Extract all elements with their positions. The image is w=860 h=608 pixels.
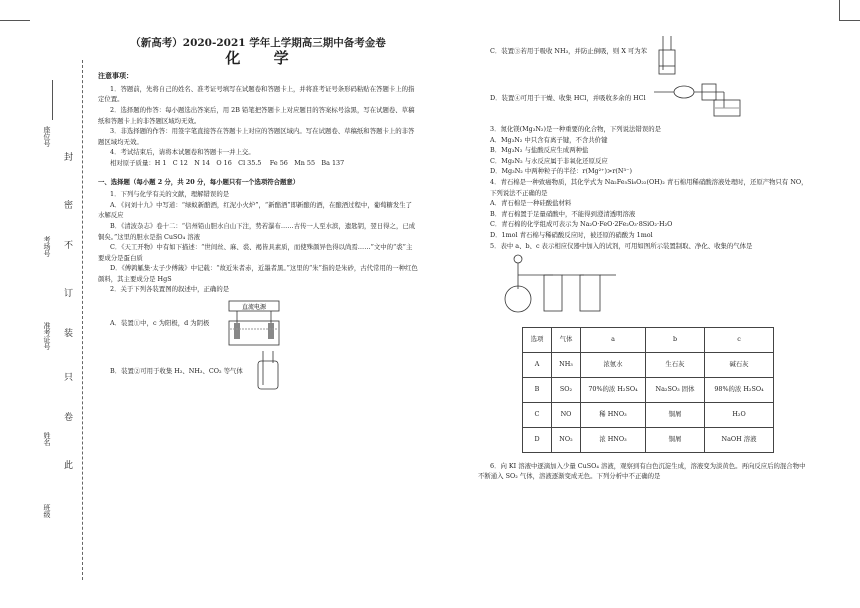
q1-option-d: D．《傅鹑觚集·太子少傅箴》中记载：“故近朱者赤，近墨者黑。”这里的“朱”指的是朱砂，古代常用的一种红色颜料，其主要成分是 HgS	[98, 264, 418, 283]
question-6-stem: 6．向 KI 溶液中逐滴加入少量 CuSO₄ 溶液，观察到有白色沉淀生成，溶液变为淡黄色。再向反应后的混合物中不断通入 SO₂ 气体，溶液逐渐变成无色。下列分析中不正确的是	[478, 461, 806, 481]
binding-char: 订	[62, 288, 72, 297]
q2-option-b-row	[98, 351, 418, 391]
table-cell: Na₂SO₃ 固体	[646, 377, 705, 402]
binding-char: 装	[62, 328, 72, 337]
question-4-stem: 4．青石棉是一种致癌物质，其化学式为 Na₂Fe₅Si₈O₂₂(OH)₂ 青石棉用稀硝酸溶液处理时，还原产物只有 NO，下列说法不正确的是	[490, 177, 808, 197]
table-cell: 铜屑	[646, 427, 705, 452]
power-source-label: 直流电源	[242, 304, 267, 312]
seat-number-label: 座位号	[43, 126, 51, 147]
exam-title: （新高考）2020-2021 学年上学期高三期中备考金卷	[130, 37, 386, 49]
notice-item: 3．非选择题的作答：用签字笔直接答在答题卡上对应的答题区域内。写在试题卷、草稿纸和答题卡上的非答题区域均无效。	[98, 127, 415, 146]
corner-mark-left	[0, 0, 30, 21]
binding-char: 封	[62, 152, 72, 161]
corner-mark-right	[839, 0, 860, 21]
drying-collection-apparatus-icon	[654, 78, 754, 118]
gas-collection-bottle-icon	[253, 351, 283, 391]
notice-item: 1．答题前，先将自己的姓名、准考证号填写在试题卷和答题卡上，并将准考证号条形码粘贴在答题卡上的指定位置。	[98, 84, 415, 104]
q4-option-b: B．青石棉置于足量硝酸中，不能得到澄清透明溶液	[490, 209, 636, 218]
subject-title: 化 学	[225, 48, 303, 67]
binding-char: 只	[62, 372, 72, 381]
table-row	[523, 377, 774, 402]
q4-option-a: A．青石棉是一种硅酸盐材料	[490, 199, 572, 208]
q2-option-c-row	[478, 36, 808, 76]
question-5-stem: 5．表中 a、b、c 表示相应仪器中加入的试剂，可用如图所示装置制取、净化、收集的气体是	[490, 241, 753, 250]
q1-option-c: C．《天工开物》中有如下描述：“世间丝、麻、裘、褐皆具素质，而使殊颜异色得以尚焉……”文中的“裘”主要成分是蛋白质	[98, 243, 413, 262]
atomic-mass-line: 相对原子质量：H 1 C 12 N 14 O 16 Cl 35.5 Fe 56 Mn 55 Ba 137	[110, 158, 345, 167]
q3-option-c: C．Mg₃N₂ 与水反应属于非氧化还原反应	[490, 156, 608, 165]
notice-item: 4．考试结束后，请将本试题卷和答题卡一并上交。	[110, 148, 255, 157]
left-column	[98, 36, 418, 391]
table-cell: SO₂	[552, 377, 581, 402]
q3-option-b: B．Mg₃N₂ 与盐酸反应生成两种盐	[490, 146, 589, 155]
binding-char: 卷	[62, 412, 72, 421]
q1-option-a: A．《问刘十九》中写道：“绿蚁新醅酒，红泥小火炉”，“新醅酒”即新酿的酒，在酿酒过程中，葡萄糖发生了水解反应	[98, 200, 413, 220]
q2-option-a: A．装置①中，c 为阳极，d 为阴极	[110, 319, 210, 328]
table-header-cell: c	[705, 327, 774, 352]
exam-room-label: 考场号	[43, 236, 51, 257]
table-cell: 碱石灰	[705, 352, 774, 377]
question-2-stem: 2．关于下列各装置图的叙述中，正确的是	[110, 285, 230, 294]
table-cell: H₂O	[705, 402, 774, 427]
binding-char: 密	[62, 200, 72, 209]
table-header-cell: b	[646, 327, 705, 352]
table-row	[523, 427, 774, 452]
q2-option-c: C．装置③若用于吸收 NH₃，并防止倒吸，则 X 可为苯	[490, 47, 648, 55]
table-cell: C	[523, 402, 552, 427]
table-cell: B	[523, 377, 552, 402]
q2-option-d-row	[478, 78, 808, 118]
binding-gutter	[40, 60, 84, 580]
q2-option-b: B．装置②可用于收集 H₂、NH₃、CO₂ 等气体	[110, 367, 243, 376]
table-cell: 稀 HNO₃	[581, 402, 646, 427]
gas-preparation-apparatus-icon	[498, 253, 618, 315]
table-cell: 铜屑	[646, 402, 705, 427]
table-cell: D	[523, 427, 552, 452]
table-header-cell: 气体	[552, 327, 581, 352]
table-cell: NO	[552, 402, 581, 427]
table-cell: 生石灰	[646, 352, 705, 377]
reagent-table	[522, 327, 774, 453]
table-cell: NO₂	[552, 427, 581, 452]
q2-option-a-row	[98, 299, 418, 347]
table-header-row	[523, 327, 774, 352]
binding-char: 此	[62, 460, 72, 469]
table-cell: 浓 HNO₃	[581, 427, 646, 452]
table-header-cell: a	[581, 327, 646, 352]
table-header-cell: 选项	[523, 327, 552, 352]
binding-char: 不	[62, 240, 72, 249]
question-3-stem: 3．氮化镁(Mg₃N₂)是一种重要的化合物，下列说法错误的是	[490, 125, 661, 133]
table-cell: A	[523, 352, 552, 377]
table-row	[523, 402, 774, 427]
table-cell: NH₃	[552, 352, 581, 377]
class-label: 班级	[43, 504, 51, 518]
electrolysis-apparatus-icon	[219, 299, 289, 347]
notice-item: 2．选择题的作答：每小题选出答案后，用 2B 铅笔把答题卡上对应题目的答案标号涂黑，写在试题卷、草稿纸和答题卡上的非答题区域均无效。	[98, 105, 415, 125]
right-column	[478, 36, 808, 482]
admission-number-label: 准考证号	[43, 322, 51, 350]
q2-option-d: D．装置④可用于干燥、收集 HCl，并吸收多余的 HCl	[490, 93, 646, 102]
name-label: 姓名	[43, 432, 51, 446]
table-row	[523, 352, 774, 377]
seat-number-blank	[52, 80, 54, 120]
q3-option-d: D．Mg₃N₂ 中两种粒子的半径：r(Mg²⁺)>r(N³⁻)	[490, 167, 632, 176]
absorption-tube-icon	[655, 36, 679, 76]
notice-heading: 注意事项：	[98, 71, 133, 81]
table-cell: 70%的浓 H₂SO₄	[581, 377, 646, 402]
q3-option-a: A．Mg₃N₂ 中只含有离子键，不含共价键	[490, 135, 608, 144]
table-cell: 浓氨水	[581, 352, 646, 377]
table-cell: 98%的浓 H₂SO₄	[705, 377, 774, 402]
table-cell: NaOH 溶液	[705, 427, 774, 452]
q4-option-d: D．1mol 青石棉与稀硝酸反应时，被还原的硝酸为 1mol	[490, 230, 653, 239]
section-heading: 一、选择题（每小题 2 分，共 20 分，每小题只有一个选项符合题意）	[98, 177, 300, 186]
question-1-stem: 1．下列与化学有关的文献，理解错误的是	[110, 190, 230, 199]
q4-option-c: C．青石棉的化学组成可表示为 Na₂O·FeO·2Fe₂O₃·8SiO₂·H₂O	[490, 220, 673, 229]
q1-option-b: B．《清波杂志》卷十二：“信州铅山胆水自山下注，势若瀑布……古传一人至水滨，遗匙钥，翌日得之，已成铜矣。”这里的胆水是指 CuSO₄ 溶液	[98, 221, 416, 241]
